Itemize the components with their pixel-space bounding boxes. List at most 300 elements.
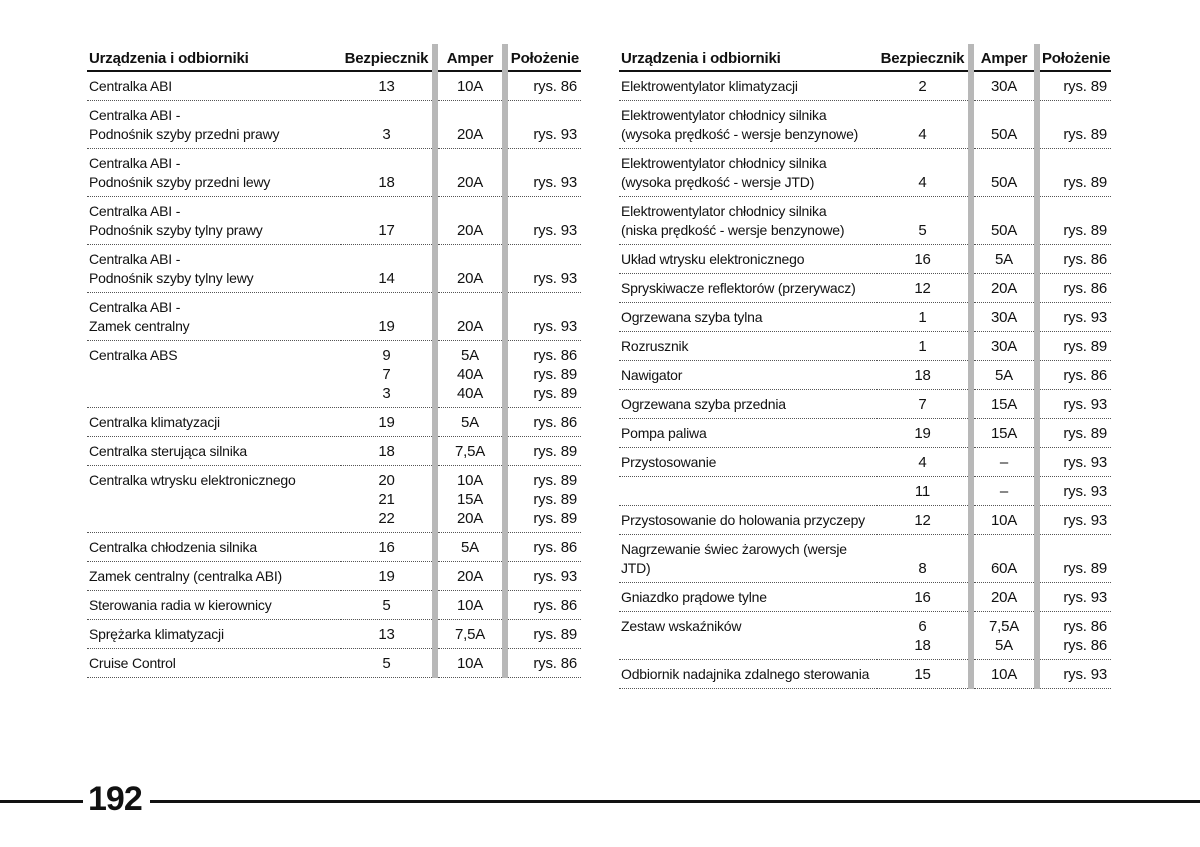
ampere-cell [971,535,1037,583]
fuse-cell [877,390,971,419]
device-cell-text: Centralka klimatyzacji [89,414,220,430]
fuse-cell [341,149,435,197]
fuse-cell-text: 16 [914,589,931,606]
fuse-cell-text: 6 18 [914,618,931,654]
table-body [87,71,581,678]
ampere-cell-text: 30A [990,78,1018,95]
fuse-cell-text: 5 [382,655,391,672]
device-cell [619,506,877,535]
ampere-cell [435,562,505,591]
device-cell [619,71,877,101]
ampere-cell-text: 7,5A 5A [988,618,1020,654]
fuse-cell [877,583,971,612]
fuse-cell [341,341,435,408]
fuse-cell-text: 4 [918,126,927,143]
ampere-cell [435,620,505,649]
ampere-cell [435,245,505,293]
position-cell-text: rys. 93 [533,174,577,191]
device-cell [87,245,341,293]
ampere-cell-text: 10A [990,512,1018,529]
table-row [87,533,581,562]
position-cell-text: rys. 93 [1063,454,1107,471]
position-cell [1037,448,1111,477]
table-row [619,477,1111,506]
fuse-cell-text: 12 [914,280,931,297]
table-row [87,101,581,149]
position-cell [1037,612,1111,660]
position-cell-text: rys. 86 [1063,280,1107,297]
device-cell-text: Nawigator [621,367,683,383]
table-row [619,535,1111,583]
device-cell [619,477,877,506]
fuse-cell-text: 9 7 3 [382,347,391,402]
ampere-cell [435,408,505,437]
position-cell [505,71,581,101]
fuse-cell [341,466,435,533]
position-cell [1037,660,1111,689]
device-cell [87,149,341,197]
table-row [619,506,1111,535]
device-cell [87,197,341,245]
device-cell-text: Rozrusznik [621,338,689,354]
table-row [87,649,581,678]
position-cell [1037,361,1111,390]
header-ampere: Amper [435,44,505,71]
ampere-cell [971,101,1037,149]
position-cell-text: rys. 86 [533,414,577,431]
position-cell-text: rys. 89 [1063,425,1107,442]
position-cell [505,293,581,341]
position-cell [505,245,581,293]
header-fuse: Bezpiecznik [877,44,971,71]
ampere-cell [435,533,505,562]
table-row [619,660,1111,689]
device-cell [619,419,877,448]
position-cell [1037,274,1111,303]
fuse-cell-text: 19 [378,414,395,431]
footer-rule-left [0,800,83,803]
device-cell-text: Elektrowentylator klimatyzacji [621,78,798,94]
position-cell [1037,477,1111,506]
ampere-cell [971,583,1037,612]
device-cell-text: Centralka ABS [89,347,178,363]
position-cell-text: rys. 93 [1063,512,1107,529]
device-cell [619,332,877,361]
ampere-cell [435,71,505,101]
table-row [619,245,1111,274]
device-cell-text: Centralka ABI - Zamek centralny [89,299,190,334]
table-row [619,149,1111,197]
fuse-cell-text: 16 [378,539,395,556]
position-cell [1037,303,1111,332]
fuse-cell [341,293,435,341]
fuse-cell-text: 1 [918,338,927,355]
fuse-cell [877,506,971,535]
position-cell [505,533,581,562]
ampere-cell [435,466,505,533]
ampere-cell-text: 30A [990,309,1018,326]
position-cell [505,197,581,245]
ampere-cell-text: 10A 15A 20A [456,472,484,527]
ampere-cell-text: 50A [990,222,1018,239]
device-cell-text: Centralka ABI [89,78,172,94]
position-cell-text: rys. 93 [533,222,577,239]
ampere-cell-text: 10A [456,78,484,95]
ampere-cell-text: 20A [456,126,484,143]
device-cell [87,101,341,149]
fuse-cell [877,197,971,245]
device-cell [619,448,877,477]
position-cell [505,149,581,197]
position-cell-text: rys. 86 [533,597,577,614]
header-device: Urządzenia i odbiorniki [619,44,877,71]
position-cell [505,408,581,437]
position-cell-text: rys. 86 [1063,367,1107,384]
position-cell-text: rys. 93 [533,126,577,143]
fuse-cell-text: 12 [914,512,931,529]
ampere-cell [971,245,1037,274]
position-cell-text: rys. 86 [533,539,577,556]
ampere-cell [435,649,505,678]
table-row [619,101,1111,149]
header-position: Położenie [505,44,581,71]
device-cell-text: Przystosowanie do holowania przyczepy [621,512,865,528]
table-header-row [619,44,1111,71]
fuse-cell-text: 11 [914,483,931,500]
ampere-cell [971,274,1037,303]
fuse-cell [341,620,435,649]
ampere-cell-text: 5A [461,414,479,431]
device-cell-text: Sprężarka klimatyzacji [89,626,224,642]
fuse-cell [341,649,435,678]
position-cell-text: rys. 86 rys. 89 rys. 89 [533,347,577,402]
device-cell [619,660,877,689]
fuse-cell-text: 19 [914,425,931,442]
fuse-cell-text: 16 [914,251,931,268]
header-fuse: Bezpiecznik [341,44,435,71]
ampere-cell-text: 20A [990,280,1018,297]
table-row [87,466,581,533]
device-cell-text: Zestaw wskaźników [621,618,742,634]
fuse-cell-text: 2 [918,78,927,95]
position-cell-text: rys. 89 rys. 89 rys. 89 [533,472,577,527]
fuse-cell [877,274,971,303]
position-cell [505,620,581,649]
device-cell [619,583,877,612]
device-cell-text: Cruise Control [89,655,176,671]
device-cell [87,533,341,562]
ampere-cell-text: 20A [456,270,484,287]
position-cell [505,341,581,408]
fuse-cell [877,303,971,332]
device-cell-text: Centralka chłodzenia silnika [89,539,257,555]
ampere-cell [435,341,505,408]
fuse-cell [877,477,971,506]
ampere-cell-text: 20A [456,174,484,191]
device-cell-text: Centralka ABI - Podnośnik szyby przedni lewy [89,155,271,190]
fuse-cell [341,591,435,620]
fuse-cell [341,101,435,149]
position-cell [1037,245,1111,274]
position-cell [1037,197,1111,245]
device-cell-text: Sterowania radia w kierownicy [89,597,272,613]
fuse-cell [877,535,971,583]
position-cell-text: rys. 89 [533,626,577,643]
ampere-cell-text: 5A [995,251,1013,268]
ampere-cell-text: 20A [456,318,484,335]
table-row [619,448,1111,477]
position-cell-text: rys. 93 [1063,483,1107,500]
position-cell [1037,583,1111,612]
device-cell [619,274,877,303]
fuse-cell [877,149,971,197]
ampere-cell [971,303,1037,332]
ampere-cell-text: 50A [990,126,1018,143]
ampere-cell-text: 15A [990,396,1018,413]
footer-rule-right [150,800,1200,803]
ampere-cell [971,419,1037,448]
device-cell-text: Gniazdko prądowe tylne [621,589,767,605]
fuse-cell-text: 15 [914,666,931,683]
device-cell-text: Odbiornik nadajnika zdalnego sterowania [621,666,870,682]
fuse-cell-text: 1 [918,309,927,326]
position-cell-text: rys. 89 [1063,78,1107,95]
device-cell-text: Centralka wtrysku elektronicznego [89,472,296,488]
ampere-cell [971,149,1037,197]
table-body [619,71,1111,689]
ampere-cell [435,149,505,197]
device-cell-text: Spryskiwacze reflektorów (przerywacz) [621,280,856,296]
table-row [87,591,581,620]
position-cell [505,591,581,620]
position-cell [1037,71,1111,101]
position-cell [505,562,581,591]
fuse-cell-text: 18 [378,174,395,191]
fuse-cell-text: 19 [378,318,395,335]
device-cell [87,649,341,678]
table-row [87,71,581,101]
ampere-cell [435,437,505,466]
device-cell-text: Centralka sterująca silnika [89,443,248,459]
ampere-cell-text: 5A [461,539,479,556]
position-cell-text: rys. 93 [1063,666,1107,683]
ampere-cell-text: 7,5A [454,443,486,460]
fuse-cell-text: 20 21 22 [378,472,395,527]
ampere-cell-text: 5A 40A 40A [456,347,484,402]
ampere-cell-text: 60A [990,560,1018,577]
ampere-cell [971,197,1037,245]
position-cell-text: rys. 89 [1063,126,1107,143]
position-cell-text: rys. 93 [533,270,577,287]
device-cell-text: Elektrowentylator chłodnicy silnika (wysoka prędkość - wersje JTD) [621,155,827,190]
ampere-cell-text: 50A [990,174,1018,191]
device-cell-text: Pompa paliwa [621,425,707,441]
fuse-cell [877,419,971,448]
device-cell [87,620,341,649]
position-cell-text: rys. 86 [533,78,577,95]
ampere-cell [971,612,1037,660]
fuse-cell [341,71,435,101]
table-row [87,437,581,466]
table-row [619,303,1111,332]
fuse-cell [877,101,971,149]
header-position: Położenie [1037,44,1111,71]
table-row [619,361,1111,390]
device-cell [87,71,341,101]
ampere-cell-text: 20A [456,568,484,585]
fuse-cell [877,71,971,101]
table-row [87,620,581,649]
ampere-cell-text: 5A [995,367,1013,384]
table-row [619,612,1111,660]
ampere-cell [971,361,1037,390]
ampere-cell [435,591,505,620]
position-cell [505,466,581,533]
fuse-cell [877,361,971,390]
device-cell [619,197,877,245]
device-cell-text: Układ wtrysku elektronicznego [621,251,805,267]
ampere-cell-text: 30A [990,338,1018,355]
table-row [619,332,1111,361]
position-cell-text: rys. 86 [1063,251,1107,268]
fuse-cell-text: 3 [382,126,391,143]
device-cell [619,535,877,583]
device-cell [619,101,877,149]
device-cell [87,437,341,466]
header-device: Urządzenia i odbiorniki [87,44,341,71]
position-cell [505,649,581,678]
device-cell [619,149,877,197]
table-row [619,71,1111,101]
position-cell-text: rys. 93 [1063,396,1107,413]
device-cell-text: Elektrowentylator chłodnicy silnika (niska prędkość - wersje benzynowe) [621,203,845,238]
device-cell [619,245,877,274]
position-cell [1037,390,1111,419]
position-cell-text: rys. 93 [533,318,577,335]
fuse-cell [341,408,435,437]
table-row [87,245,581,293]
ampere-cell [435,293,505,341]
fuse-cell [877,448,971,477]
position-cell-text: rys. 93 [533,568,577,585]
table-row [87,562,581,591]
fuse-cell-text: 13 [378,626,395,643]
ampere-cell [435,101,505,149]
device-cell [87,341,341,408]
fuse-cell-text: 18 [914,367,931,384]
device-cell [619,303,877,332]
position-cell [1037,149,1111,197]
table-row [619,274,1111,303]
device-cell-text: Nagrzewanie świec żarowych (wersje JTD) [621,541,847,576]
position-cell [505,437,581,466]
position-cell-text: rys. 89 [1063,174,1107,191]
table-row [87,197,581,245]
ampere-cell-text: 10A [456,655,484,672]
device-cell-text: Centralka ABI - Podnośnik szyby tylny prawy [89,203,263,238]
fuse-cell-text: 5 [382,597,391,614]
ampere-cell-text: 10A [456,597,484,614]
table-header-row [87,44,581,71]
position-cell-text: rys. 89 [1063,560,1107,577]
page-number: 192 [88,780,142,818]
ampere-cell-text: 20A [456,222,484,239]
position-cell [505,101,581,149]
table-row [87,341,581,408]
table-row [87,149,581,197]
position-cell [1037,419,1111,448]
fuse-cell-text: 4 [918,454,927,471]
position-cell [1037,101,1111,149]
position-cell-text: rys. 89 [1063,338,1107,355]
ampere-cell-text: – [999,454,1009,471]
ampere-cell-text: 10A [990,666,1018,683]
ampere-cell [971,332,1037,361]
fuse-cell [877,332,971,361]
device-cell [619,361,877,390]
position-cell [1037,332,1111,361]
table-row [87,293,581,341]
fuse-cell [877,612,971,660]
ampere-cell [971,477,1037,506]
position-cell-text: rys. 93 [1063,589,1107,606]
fuse-cell [341,562,435,591]
device-cell-text: Zamek centralny (centralka ABI) [89,568,282,584]
fuse-cell-text: 13 [378,78,395,95]
device-cell [87,591,341,620]
fuse-cell [341,533,435,562]
device-cell [619,390,877,419]
fuse-table-right [619,44,1111,689]
ampere-cell-text: – [999,483,1009,500]
ampere-cell [971,390,1037,419]
device-cell [87,293,341,341]
fuse-cell [341,245,435,293]
fuse-cell [341,197,435,245]
device-cell-text: Ogrzewana szyba tylna [621,309,763,325]
position-cell [1037,535,1111,583]
fuse-cell-text: 5 [918,222,927,239]
device-cell-text: Centralka ABI - Podnośnik szyby przedni prawy [89,107,280,142]
position-cell-text: rys. 93 [1063,309,1107,326]
ampere-cell [971,71,1037,101]
fuse-cell-text: 19 [378,568,395,585]
ampere-cell [971,506,1037,535]
fuse-cell-text: 18 [378,443,395,460]
table-row [619,197,1111,245]
ampere-cell [435,197,505,245]
fuse-cell [341,437,435,466]
fuse-cell [877,660,971,689]
fuse-table-left [87,44,581,678]
device-cell-text: Elektrowentylator chłodnicy silnika (wysoka prędkość - wersje benzynowe) [621,107,859,142]
fuse-cell-text: 7 [918,396,927,413]
device-cell-text: Przystosowanie [621,454,717,470]
device-cell [87,466,341,533]
fuse-cell-text: 17 [378,222,395,239]
position-cell [1037,506,1111,535]
position-cell-text: rys. 89 [533,443,577,460]
fuse-cell-text: 4 [918,174,927,191]
ampere-cell [971,448,1037,477]
position-cell-text: rys. 89 [1063,222,1107,239]
device-cell [619,612,877,660]
fuse-cell-text: 14 [378,270,395,287]
device-cell [87,408,341,437]
device-cell [87,562,341,591]
ampere-cell-text: 15A [990,425,1018,442]
device-cell-text: Centralka ABI - Podnośnik szyby tylny lewy [89,251,254,286]
